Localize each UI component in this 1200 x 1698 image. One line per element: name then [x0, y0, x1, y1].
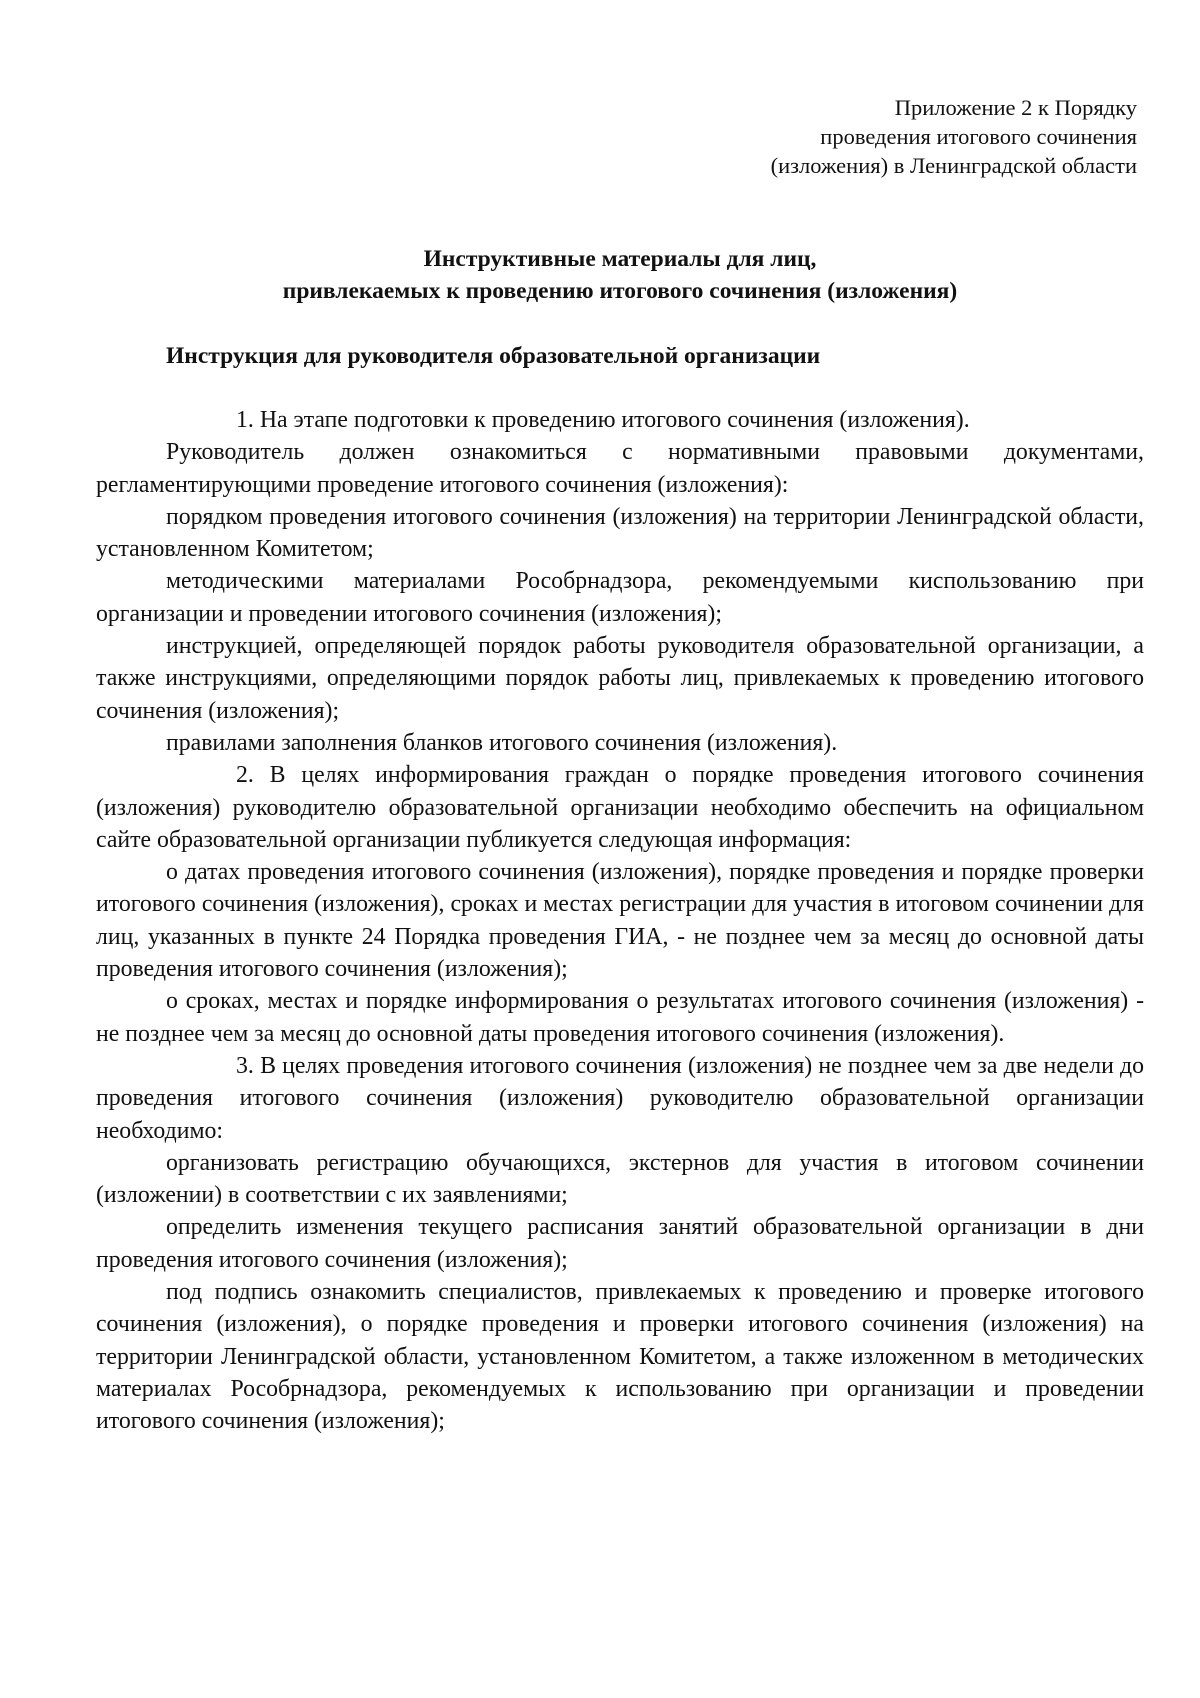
- title-line-1: Инструктивные материалы для лиц,: [423, 246, 817, 272]
- paragraph-number: 3.: [236, 1052, 254, 1079]
- paragraph-12: определить изменения текущего расписания занятий образовательной организации в дни проведения итогового сочинения (изложения);: [96, 1214, 1144, 1273]
- document-title: [96, 243, 1144, 307]
- appendix-line-3: (изложения) в Ленинградской области: [770, 153, 1137, 178]
- appendix-header: [617, 93, 1137, 180]
- section-heading: Инструкция для руководителя образовательной организации: [166, 343, 821, 369]
- document-body: [96, 404, 1144, 1438]
- paragraph-number: 2.: [236, 762, 254, 789]
- paragraph-number: 1.: [236, 407, 254, 433]
- paragraph-3: порядком проведения итогового сочинения (изложения) на территории Ленинградской области, установленном Комитетом;: [96, 503, 1144, 563]
- paragraph-2: Руководитель должен ознакомиться с нормативными правовыми документами, регламентирующими проведение итогового сочинения (изложения):: [96, 439, 1144, 498]
- paragraph-10: [96, 1050, 1144, 1147]
- paragraph-13: под подпись ознакомить специалистов, привлекаемых к проведению и проверке итогового сочинения (изложения), о порядке проведения и проверки итогового сочинения (изложения) на территории Ленинградской области, установленном Комитетом, а также изложенном в методических материалах Рособрнадзора, рекомендуемых к использованию при организации и проведении итогового сочинения (изложения);: [96, 1279, 1144, 1435]
- paragraph-4: методическими материалами Рособрнадзора, рекомендуемыми киспользованию при организации и проведении итогового сочинения (изложения);: [96, 568, 1144, 627]
- paragraph-7: [96, 759, 1144, 856]
- appendix-line-1: Приложение 2 к Порядку: [894, 95, 1137, 120]
- appendix-line-2: проведения итогового сочинения: [820, 124, 1137, 149]
- paragraph-11: организовать регистрацию обучающихся, экстернов для участия в итоговом сочинении (изложении) в соответствии с их заявлениями;: [96, 1149, 1144, 1209]
- paragraph-text: В целях информирования граждан о порядке проведения итогового сочинения (изложения) руководителю образовательной организации необходимо обеспечить на официальном сайте образовательной организации публикуется следующая информация:: [96, 762, 1144, 853]
- paragraph-9: о сроках, местах и порядке информирования о результатах итогового сочинения (изложения) - не позднее чем за месяц до основной даты проведения итогового сочинения (изложения).: [96, 988, 1144, 1047]
- paragraph-text: На этапе подготовки к проведению итогового сочинения (изложения).: [259, 407, 970, 433]
- title-line-2: привлекаемых к проведению итогового сочинения (изложения): [282, 278, 958, 304]
- paragraph-8: о датах проведения итогового сочинения (изложения), порядке проведения и порядке проверки итогового сочинения (изложения), сроках и местах регистрации для участия в итоговом сочинении для лиц, указанных в пункте 24 Порядка проведения ГИА, - не позднее чем за месяц до основной даты проведения итогового сочинения (изложения);: [96, 859, 1144, 983]
- paragraph-text: В целях проведения итогового сочинения (изложения) не позднее чем за две недели до проведения итогового сочинения (изложения) руководителю образовательной организации необходимо:: [96, 1052, 1145, 1144]
- paragraph-1: [96, 404, 1144, 436]
- paragraph-5: инструкцией, определяющей порядок работы руководителя образовательной организации, а также инструкциями, определяющими порядок работы лиц, привлекаемых к проведению итогового сочинения (изложения);: [96, 633, 1144, 724]
- paragraph-6: правилами заполнения бланков итогового сочинения (изложения).: [166, 729, 838, 756]
